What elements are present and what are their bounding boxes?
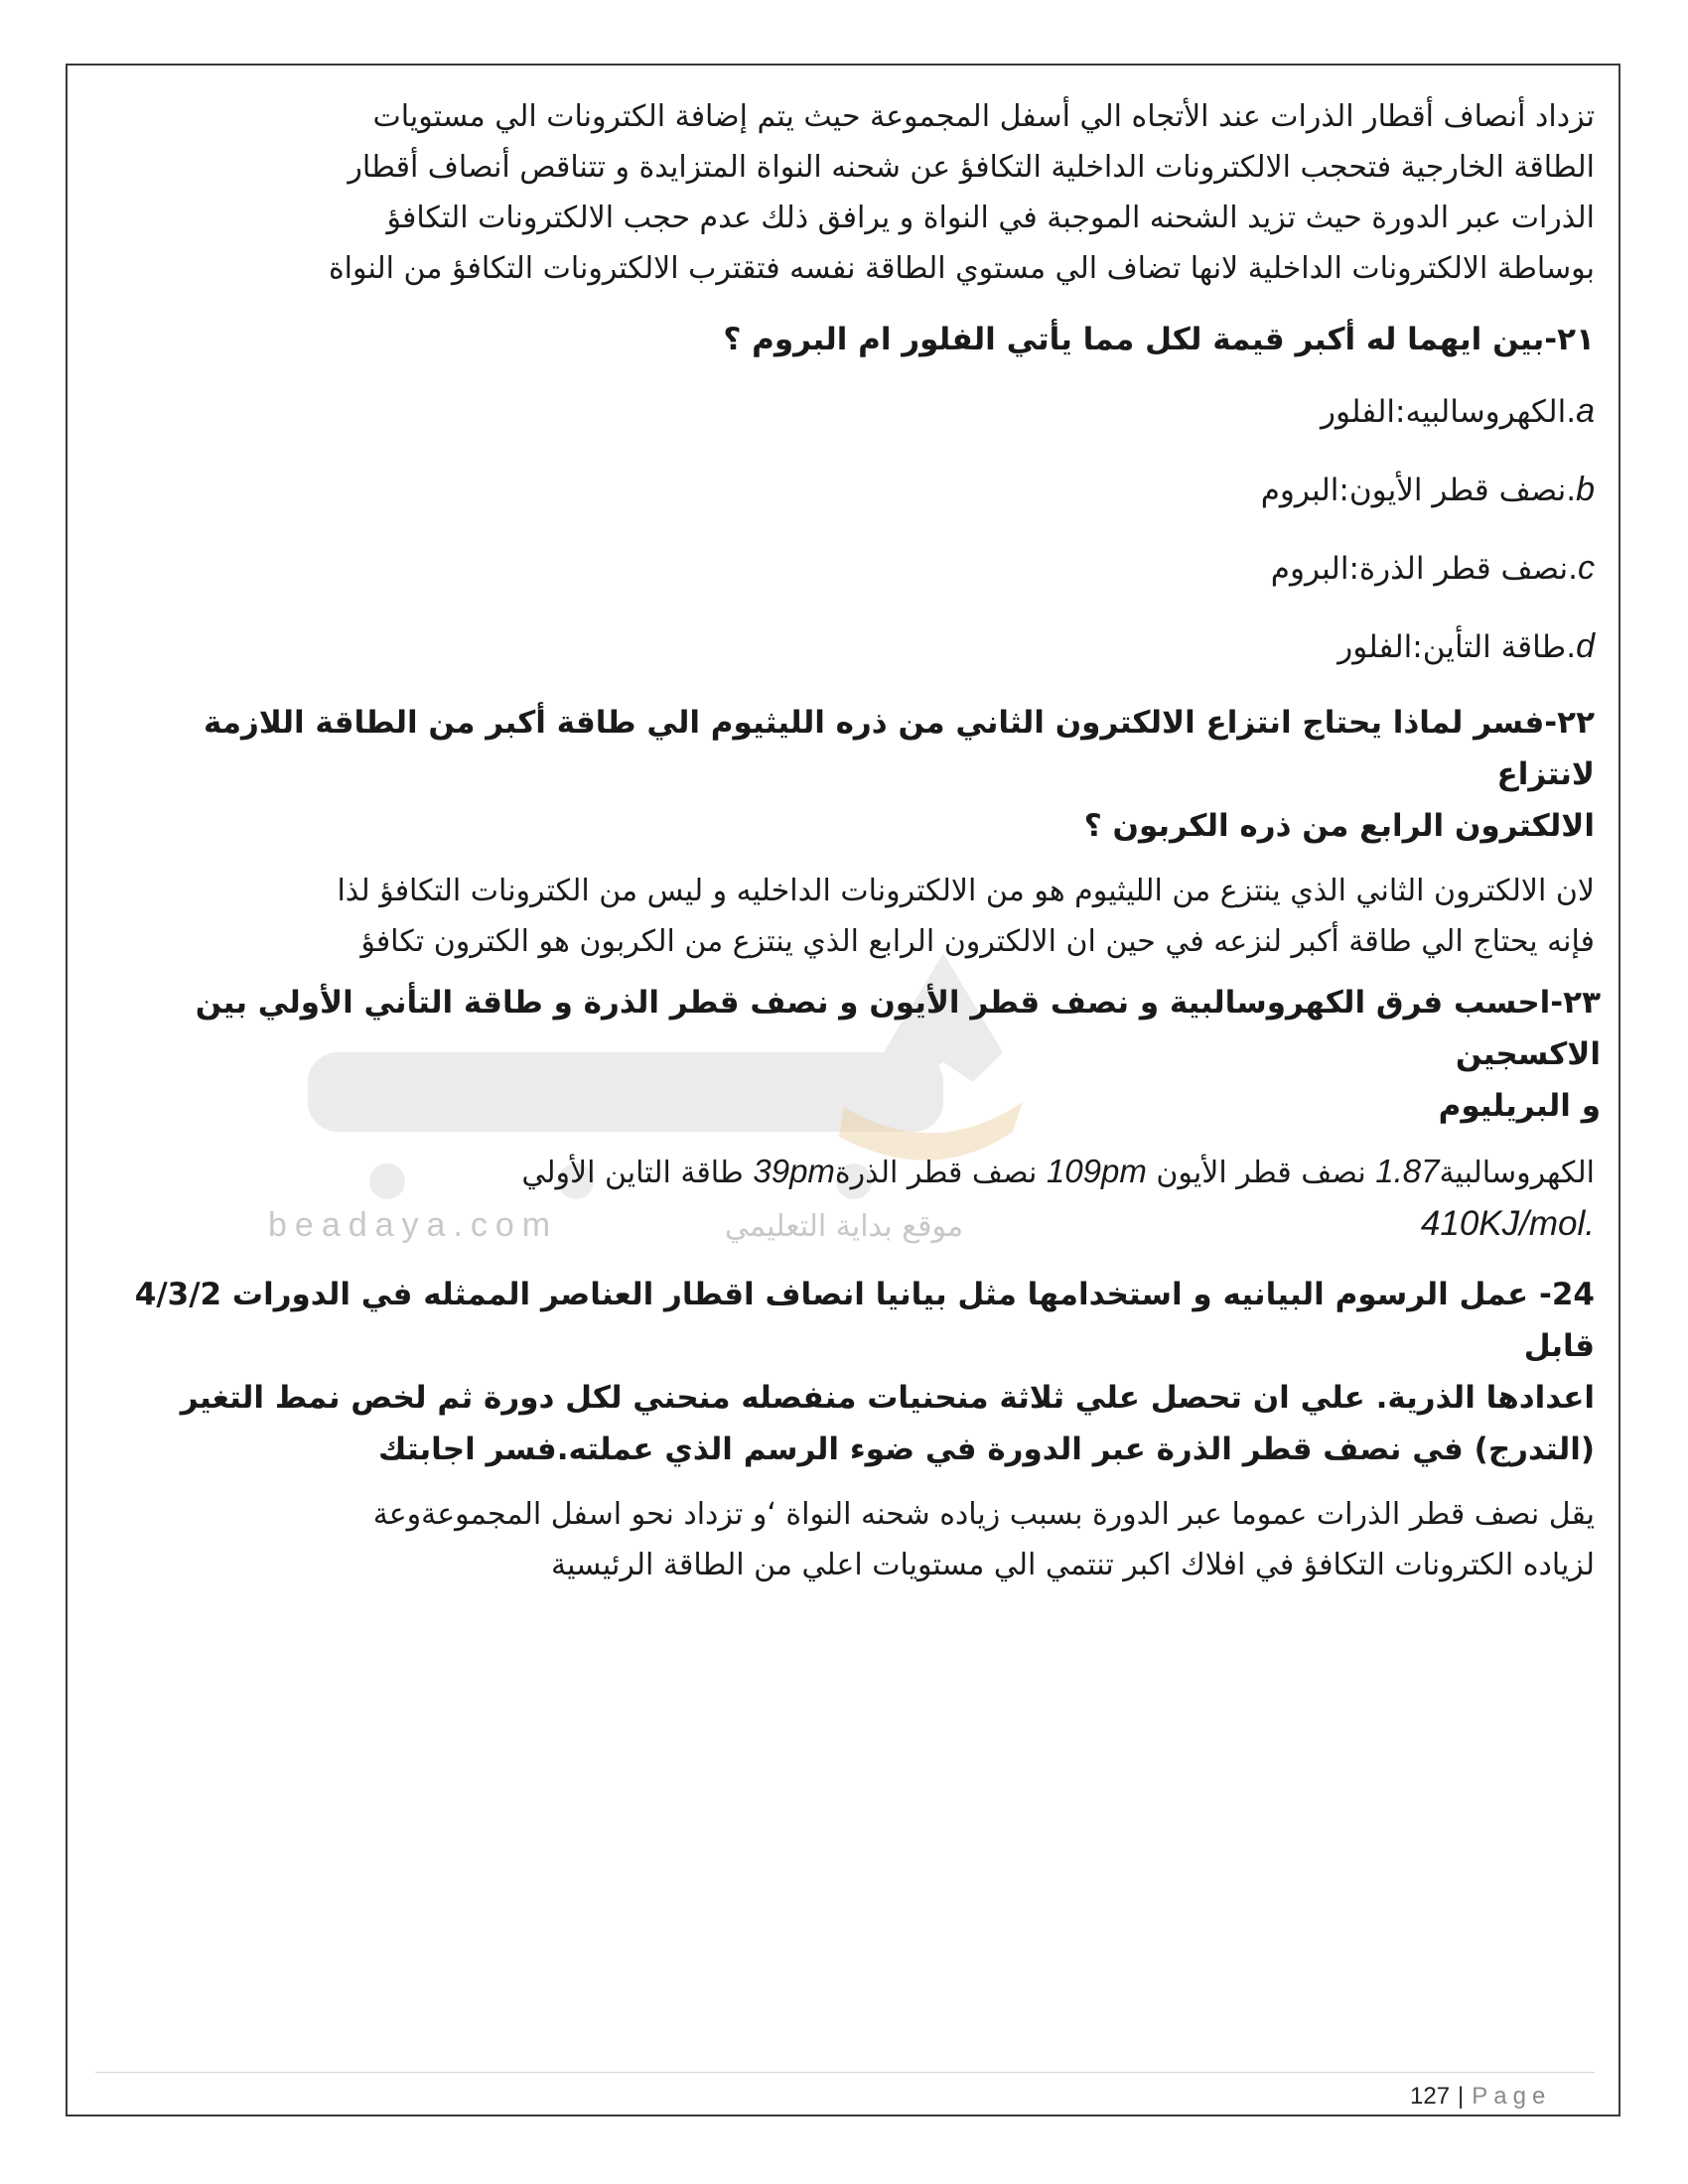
page-label: Page (1472, 2083, 1552, 2110)
answer-line: .410KJ/mol (1420, 1204, 1595, 1243)
option-letter: a (1576, 392, 1595, 430)
intro-line: الذرات عبر الدورة حيث تزيد الشحنه الموجبة في النواة و يرافق ذلك عدم حجب الالكترونات التكافؤ (386, 201, 1595, 235)
question-21-options (109, 391, 1595, 667)
question-22-answer: لان الالكترون الثاني الذي ينتزع من الليثيوم هو من الالكترونات الداخليه و ليس من الكترونات التكافؤ لذا فإنه يحتاج الي طاقة أكبر لنزعه في حين ان الالكترون الرابع الذي ينتزع من الكربون هو الكترون تكافؤ (337, 874, 1595, 959)
question-24-title: 24- عمل الرسوم البيانيه و استخدامها مثل بيانيا انصاف اقطار العناصر الممثله في الدورات 4/3/2 قابل اعدادها الذرية. علي ان تحصل علي ثلاثة منحنيات منفصله منحني لكل دورة ثم لخص نمط التغير (التدرج) في نصف قطر الذرة عبر الدورة في ضوء الرسم الذي عملته.فسر اجابتك (134, 1277, 1595, 1467)
question-23-title: ٢٣-احسب فرق الكهروسالبية و نصف قطر الأيون و نصف قطر الذرة و طاقة التأني الأولي بين الاكسجين و البريليوم (195, 985, 1601, 1124)
option-b: b.نصف قطر الأيون:البروم (1260, 471, 1595, 508)
watermark-site: beadaya.com (268, 1206, 559, 1244)
intro-line: الطاقة الخارجية فتحجب الالكترونات الداخلية التكافؤ عن شحنه النواة المتزايدة و تتناقص أنصاف أقطار (348, 150, 1595, 185)
option-text: نصف قطر الأيون:البروم (1260, 473, 1567, 508)
page-footer: 127 | Page (1410, 2083, 1552, 2110)
question-22-title: ٢٢-فسر لماذا يحتاج انتزاع الالكترون الثاني من ذره الليثيوم الي طاقة أكبر من الطاقة اللازمة لانتزاع الالكترون الرابع من ذره الكربون ؟ (203, 705, 1595, 844)
option-letter: c (1578, 549, 1595, 587)
answer-line: الكهروسالبية1.87 نصف قطر الأيون 109pm نصف قطر الذرة39pm طاقة التاين الأولي (521, 1153, 1595, 1190)
page-number: 127 (1410, 2083, 1451, 2110)
option-text: نصف قطر الذرة:البروم (1270, 551, 1569, 587)
intro-paragraph (109, 91, 1595, 294)
option-text: الكهروسالبيه:الفلور (1321, 394, 1567, 430)
watermark-tagline: موقع بداية التعليمي (724, 1209, 964, 1244)
option-a: a.الكهروسالبيه:الفلور (1321, 392, 1595, 430)
question-21-title: ٢١-بين ايهما له أكبر قيمة لكل مما يأتي الفلور ام البروم ؟ (723, 322, 1595, 357)
document-body (109, 91, 1601, 1590)
question-23-answer (109, 1146, 1595, 1251)
option-letter: b (1576, 471, 1595, 508)
intro-line: بوساطة الالكترونات الداخلية لانها تضاف الي مستوي الطاقة نفسه فتقترب الالكترونات التكافؤ من النواة (328, 251, 1595, 286)
intro-line: تزداد أنصاف أقطار الذرات عند الأتجاه الي أسفل المجموعة حيث يتم إضافة الكترونات الي مستويات (372, 99, 1595, 134)
option-letter: d (1576, 627, 1595, 665)
question-24-answer: يقل نصف قطر الذرات عموما عبر الدورة بسبب زياده شحنه النواة ‘و تزداد نحو اسفل المجموعةوعة لزياده الكترونات التكافؤ في افلاك اكبر تنتمي الي مستويات اعلي من الطاقة الرئيسية (372, 1497, 1595, 1582)
option-text: طاقة التأين:الفلور (1337, 629, 1567, 665)
option-c: c.نصف قطر الذرة:البروم (1270, 549, 1595, 587)
option-d: d.طاقة التأين:الفلور (1337, 627, 1595, 665)
footer-divider (95, 2072, 1595, 2073)
